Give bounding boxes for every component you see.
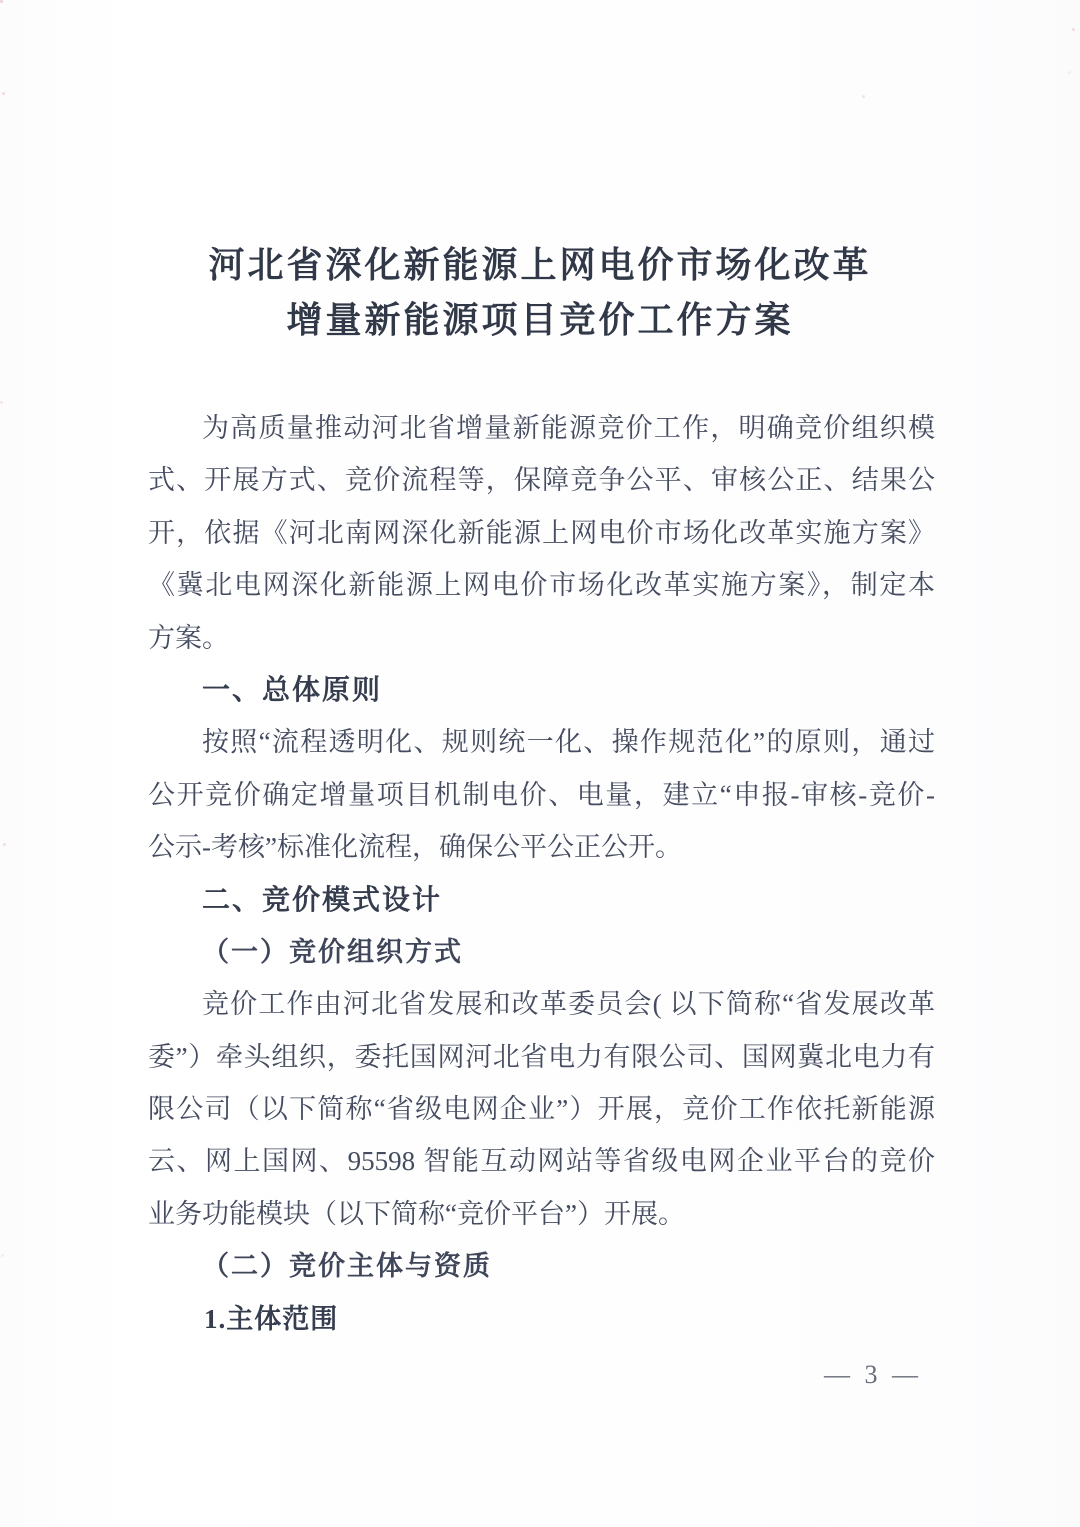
- paragraph-line: 公开竞价确定增量项目机制电价、电量，建立“申报-审核-竞价-: [148, 779, 935, 810]
- paragraph-line: 方案。: [148, 622, 229, 653]
- paragraph-line: 竞价工作由河北省发展和改革委员会( 以下简称“省发展改革: [202, 989, 935, 1020]
- page-number: — 3 —: [824, 1360, 922, 1389]
- title-line-2: 增量新能源项目竞价工作方案: [286, 300, 794, 340]
- paragraph-line: 式、开展方式、竞价流程等，保障竞争公平、审核公正、结果公: [148, 465, 935, 496]
- subsection-heading-1: （一）竞价组织方式: [202, 936, 463, 967]
- document-body: [148, 402, 935, 1345]
- paragraph-line: 《冀北电网深化新能源上网电价市场化改革实施方案》，制定本: [148, 570, 935, 601]
- scan-noise-specks: [0, 0, 3, 3]
- clause-heading: 1.主体范围: [204, 1303, 339, 1334]
- paragraph-line: 限公司（以下简称“省级电网企业”）开展，竞价工作依托新能源: [148, 1094, 935, 1125]
- paragraph-line: 云、网上国网、95598 智能互动网站等省级电网企业平台的竞价: [148, 1146, 935, 1177]
- subsection-heading-2: （二）竞价主体与资质: [202, 1251, 492, 1282]
- section-heading-2: 二、竞价模式设计: [202, 883, 443, 915]
- title-line-1: 河北省深化新能源上网电价市场化改革: [208, 245, 872, 285]
- document-title: [0, 238, 1080, 348]
- section-heading-1: 一、总体原则: [202, 673, 383, 705]
- paragraph-line: 委”）牵头组织，委托国网河北省电力有限公司、国网冀北电力有: [148, 1041, 935, 1072]
- paragraph-line: 为高质量推动河北省增量新能源竞价工作，明确竞价组织模: [202, 413, 935, 443]
- paragraph-line: 按照“流程透明化、规则统一化、操作规范化”的原则，通过: [202, 727, 935, 758]
- paragraph-line: 公示-考核”标准化流程，确保公平公正公开。: [148, 832, 682, 863]
- paragraph-line: 业务功能模块（以下简称“竞价平台”）开展。: [148, 1198, 685, 1229]
- paragraph-line: 开，依据《河北南网深化新能源上网电价市场化改革实施方案》: [148, 517, 935, 548]
